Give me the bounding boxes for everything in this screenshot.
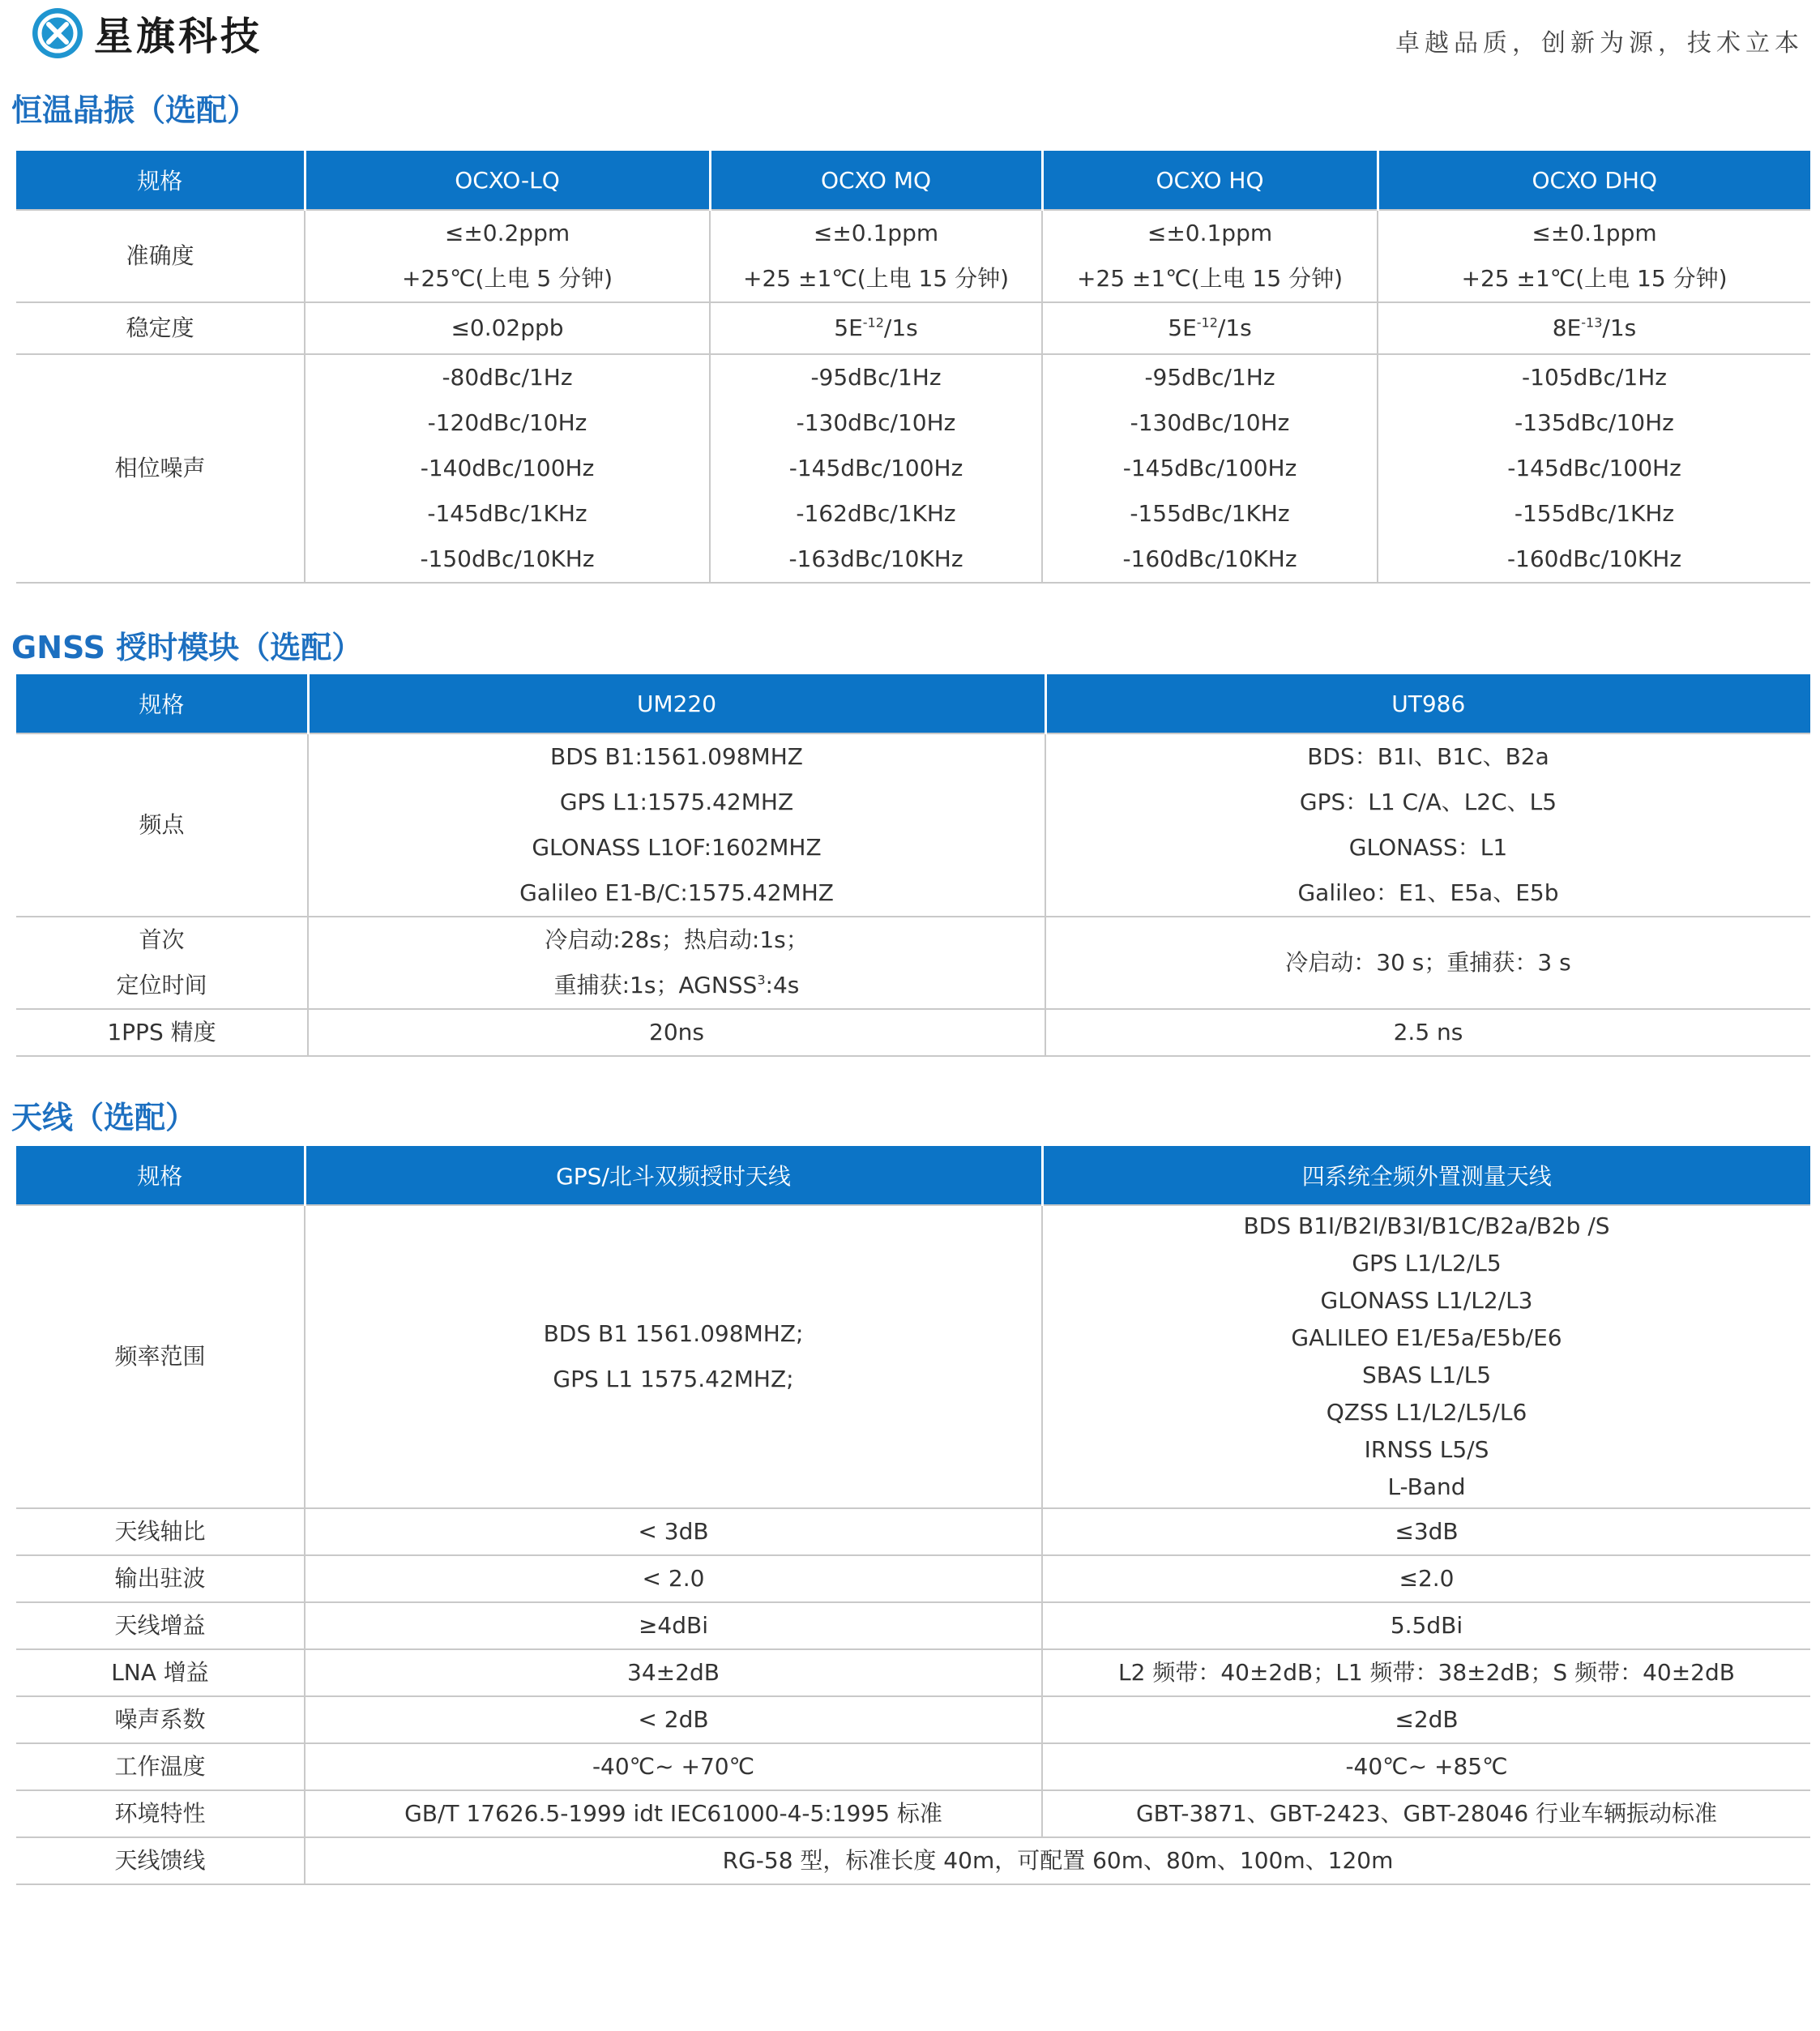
- table-row: [16, 1837, 1810, 1884]
- header-cell: 规格: [16, 674, 308, 733]
- table-row: [16, 917, 1810, 1009]
- header-cell: 规格: [16, 151, 305, 210]
- table-row: [16, 733, 1810, 917]
- section-title-gnss: GNSS 授时模块（选配）: [11, 630, 363, 665]
- row-label: 1PPS 精度: [16, 1009, 308, 1056]
- header-cell: OCXO MQ: [710, 151, 1042, 210]
- table-cell: -95dBc/1Hz -130dBc/10Hz -145dBc/100Hz -162dBc/1KHz -163dBc/10KHz: [710, 354, 1042, 583]
- table-cell: 冷启动:28s；热启动:1s； 重捕获:1s；AGNSS$^3$:4s: [308, 917, 1045, 1009]
- section-title-antenna: 天线（选配）: [11, 1100, 197, 1135]
- row-label: 频点: [16, 733, 308, 917]
- row-label: 稳定度: [16, 302, 305, 354]
- table-row: [16, 1696, 1810, 1743]
- table-row: [16, 1555, 1810, 1602]
- row-label: 天线馈线: [16, 1837, 305, 1884]
- table-row: [16, 302, 1810, 354]
- header-cell: UM220: [308, 674, 1045, 733]
- table-cell: < 2.0: [305, 1555, 1042, 1602]
- table-cell: GB/T 17626.5-1999 idt IEC61000-4-5:1995 标准: [305, 1790, 1042, 1837]
- table-cell: -105dBc/1Hz -135dBc/10Hz -145dBc/100Hz -155dBc/1KHz -160dBc/10KHz: [1378, 354, 1810, 583]
- table-cell: 冷启动：30 s；重捕获：3 s: [1045, 917, 1810, 1009]
- table-header-row: [16, 1146, 1810, 1205]
- table-cell: $5E^{-12}/1s$: [1042, 302, 1378, 354]
- row-label: 天线轴比: [16, 1508, 305, 1555]
- table-cell: 5.5dBi: [1042, 1602, 1810, 1649]
- table-cell: < 3dB: [305, 1508, 1042, 1555]
- table-row: [16, 1205, 1810, 1508]
- gnss-table: [16, 674, 1810, 1057]
- table-cell: -40℃~ +85℃: [1042, 1743, 1810, 1790]
- table-cell: -80dBc/1Hz -120dBc/10Hz -140dBc/100Hz -145dBc/1KHz -150dBc/10KHz: [305, 354, 710, 583]
- table-cell: -40℃~ +70℃: [305, 1743, 1042, 1790]
- table-cell: -95dBc/1Hz -130dBc/10Hz -145dBc/100Hz -155dBc/1KHz -160dBc/10KHz: [1042, 354, 1378, 583]
- row-label: 准确度: [16, 210, 305, 302]
- table-cell: ≤2dB: [1042, 1696, 1810, 1743]
- header-cell: 四系统全频外置测量天线: [1042, 1146, 1810, 1205]
- row-label: 相位噪声: [16, 354, 305, 583]
- table-row: [16, 1009, 1810, 1056]
- table-cell: 20ns: [308, 1009, 1045, 1056]
- row-label: 输出驻波: [16, 1555, 305, 1602]
- table-header-row: [16, 151, 1810, 210]
- slogan: 卓越品质，创新为源，技术立本: [1395, 29, 1804, 58]
- table-cell: ≤±0.2ppm +25℃(上电 5 分钟): [305, 210, 710, 302]
- table-cell: BDS B1:1561.098MHZ GPS L1:1575.42MHZ GLONASS L1OF:1602MHZ Galileo E1-B/C:1575.42MHZ: [308, 733, 1045, 917]
- table-cell: ≤±0.1ppm +25 ±1℃(上电 15 分钟): [1378, 210, 1810, 302]
- row-label: LNA 增益: [16, 1649, 305, 1696]
- header-cell: OCXO-LQ: [305, 151, 710, 210]
- brand-name: 星旗科技: [94, 14, 263, 59]
- section-title-ocxo: 恒温晶振（选配）: [11, 92, 258, 128]
- table-row: [16, 210, 1810, 302]
- table-cell: < 2dB: [305, 1696, 1042, 1743]
- table-cell: ≥4dBi: [305, 1602, 1042, 1649]
- header-cell: UT986: [1045, 674, 1810, 733]
- header-cell: GPS/北斗双频授时天线: [305, 1146, 1042, 1205]
- table-cell: 2.5 ns: [1045, 1009, 1810, 1056]
- row-label: 工作温度: [16, 1743, 305, 1790]
- row-label: 天线增益: [16, 1602, 305, 1649]
- table-cell: ≤±0.1ppm +25 ±1℃(上电 15 分钟): [710, 210, 1042, 302]
- table-row: [16, 1649, 1810, 1696]
- table-cell: $5E^{-12}/1s$: [710, 302, 1042, 354]
- logo-mark-icon: [32, 8, 83, 58]
- table-cell: ≤0.02ppb: [305, 302, 710, 354]
- row-label: 频率范围: [16, 1205, 305, 1508]
- ocxo-table: [16, 151, 1810, 584]
- table-header-row: [16, 674, 1810, 733]
- table-cell: BDS B1 1561.098MHZ; GPS L1 1575.42MHZ;: [305, 1205, 1042, 1508]
- table-cell: L2 频带：40±2dB；L1 频带：38±2dB；S 频带：40±2dB: [1042, 1649, 1810, 1696]
- header-cell: 规格: [16, 1146, 305, 1205]
- row-label: 噪声系数: [16, 1696, 305, 1743]
- table-cell: BDS：B1I、B1C、B2a GPS：L1 C/A、L2C、L5 GLONASS：L1 Galileo：E1、E5a、E5b: [1045, 733, 1810, 917]
- header-cell: OCXO DHQ: [1378, 151, 1810, 210]
- table-row: [16, 354, 1810, 583]
- table-cell: ≤2.0: [1042, 1555, 1810, 1602]
- table-cell: BDS B1I/B2I/B3I/B1C/B2a/B2b /S GPS L1/L2/L5 GLONASS L1/L2/L3 GALILEO E1/E5a/E5b/E6 SBAS L1/L5 QZSS L1/L2/L5/L6 IRNSS L5/S L-Band: [1042, 1205, 1810, 1508]
- page-header: [0, 0, 1820, 65]
- row-label: 首次 定位时间: [16, 917, 308, 1009]
- header-cell: OCXO HQ: [1042, 151, 1378, 210]
- table-row: [16, 1602, 1810, 1649]
- table-cell: GBT-3871、GBT-2423、GBT-28046 行业车辆振动标准: [1042, 1790, 1810, 1837]
- table-cell: RG-58 型，标准长度 40m，可配置 60m、80m、100m、120m: [305, 1837, 1810, 1884]
- table-row: [16, 1790, 1810, 1837]
- table-cell: $8E^{-13}/1s$: [1378, 302, 1810, 354]
- table-cell: ≤±0.1ppm +25 ±1℃(上电 15 分钟): [1042, 210, 1378, 302]
- brand-logo: [32, 5, 263, 61]
- table-cell: 34±2dB: [305, 1649, 1042, 1696]
- table-row: [16, 1508, 1810, 1555]
- table-row: [16, 1743, 1810, 1790]
- antenna-table: [16, 1146, 1810, 1885]
- row-label: 环境特性: [16, 1790, 305, 1837]
- table-cell: ≤3dB: [1042, 1508, 1810, 1555]
